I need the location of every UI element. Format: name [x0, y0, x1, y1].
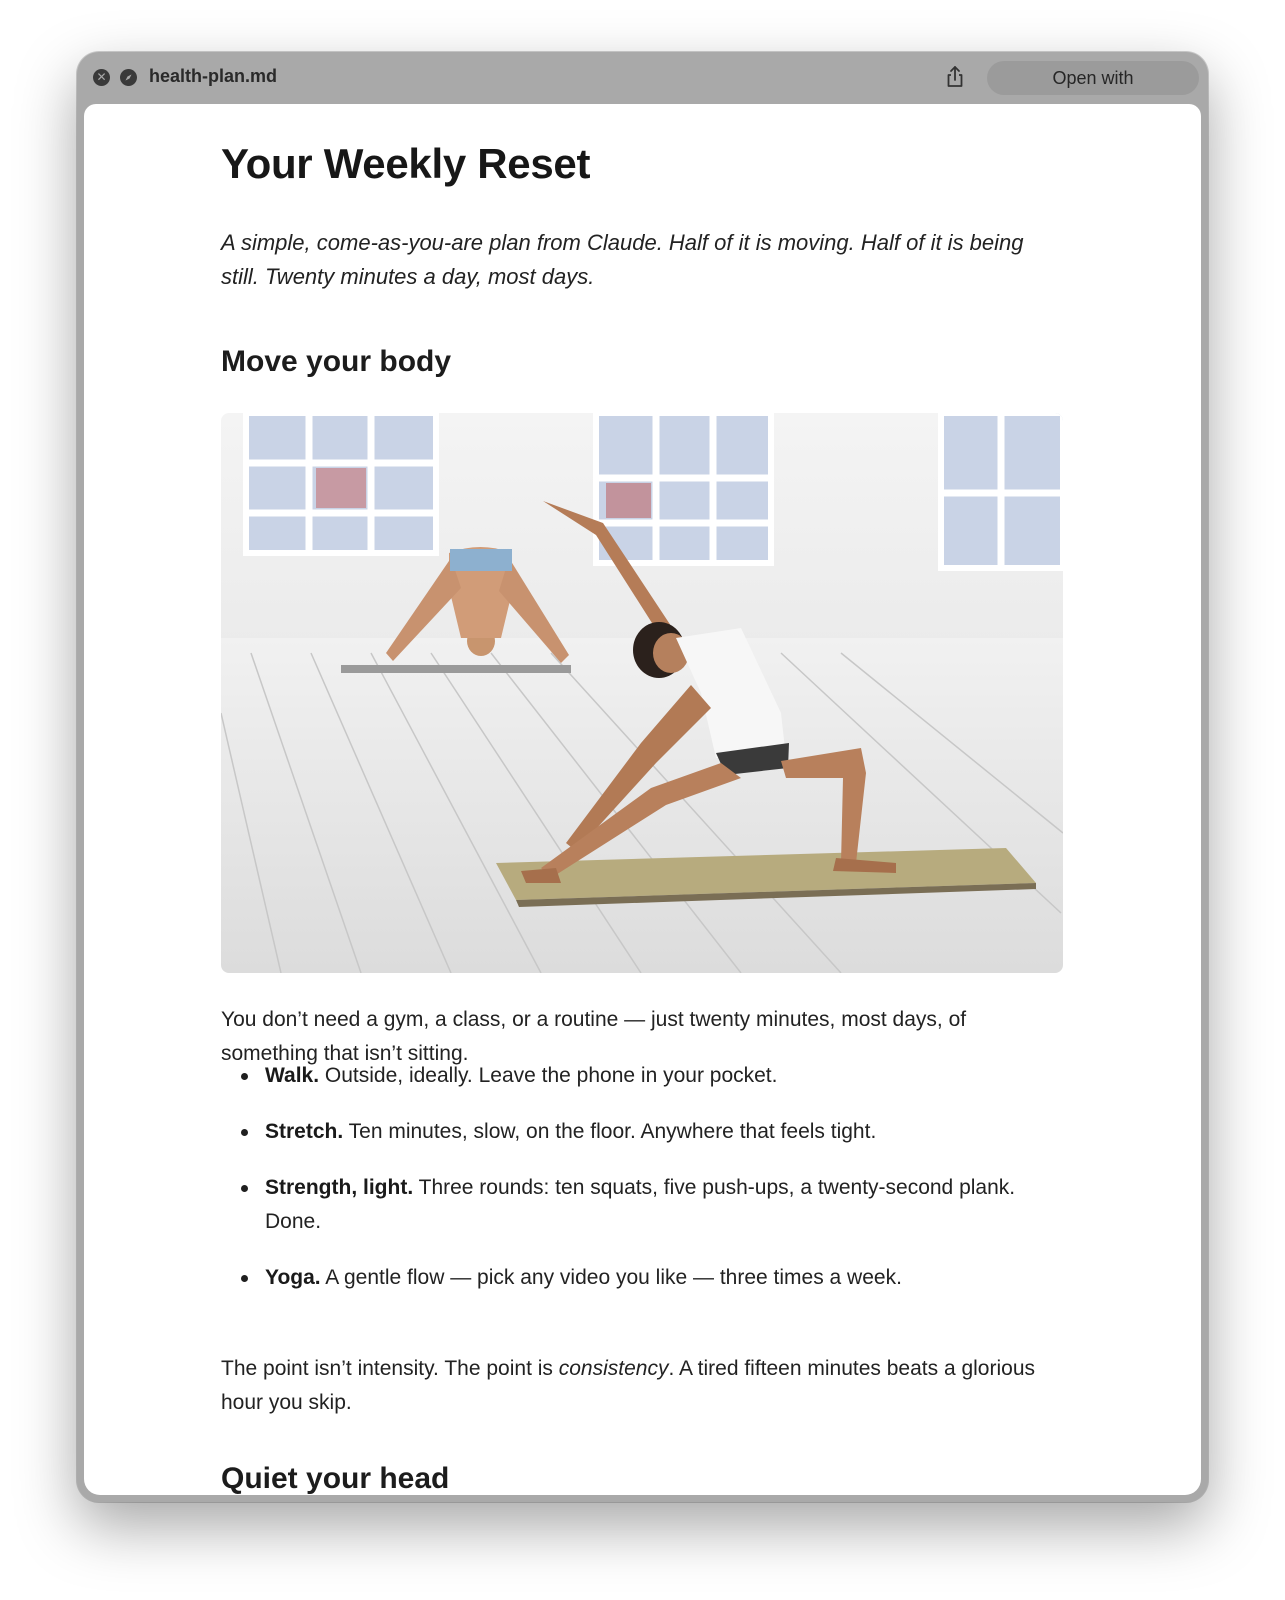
closing-paragraph: [221, 1352, 1063, 1420]
bullet-icon: [241, 1129, 248, 1136]
bullet-icon: [241, 1275, 248, 1282]
closing-text-start: The point isn’t intensity. The point is: [221, 1357, 559, 1380]
list-item-lead: Yoga.: [265, 1266, 321, 1289]
list-item-lead: Stretch.: [265, 1120, 344, 1143]
list-item-text: Outside, ideally. Leave the phone in your pocket.: [319, 1064, 778, 1087]
close-icon[interactable]: ✕: [93, 69, 110, 86]
app-window: [77, 52, 1208, 1502]
compass-icon[interactable]: [120, 69, 137, 86]
section-heading-move: Move your body: [221, 345, 452, 378]
list-item: [265, 1059, 1055, 1093]
page-title: Your Weekly Reset: [221, 140, 591, 187]
closing-emphasis: consistency: [558, 1357, 669, 1380]
list-item-lead: Walk.: [265, 1064, 320, 1087]
yoga-photo-illustration: [221, 413, 1063, 973]
closing-text-end: . A tired fifteen minutes beats a glorious hour you skip.: [221, 1357, 1035, 1414]
intro-paragraph: You don’t need a gym, a class, or a routine — just twenty minutes, most days, of something that isn’t sitting.: [221, 1008, 967, 1065]
open-with-button[interactable]: Open with: [987, 61, 1199, 95]
document-view[interactable]: [84, 104, 1201, 1495]
yoga-photo: [221, 413, 1063, 973]
list-item-lead: Strength, light.: [265, 1176, 414, 1199]
list-item: [265, 1171, 1055, 1239]
list-item-text: Ten minutes, slow, on the floor. Anywhere that feels tight.: [343, 1120, 877, 1143]
list-item-text: A gentle flow — pick any video you like — three times a week.: [320, 1266, 902, 1289]
window-title: health-plan.md: [149, 66, 278, 86]
compass-icon-glyph: [120, 69, 137, 86]
list-item: [265, 1115, 1055, 1149]
share-icon[interactable]: [942, 64, 968, 90]
subtitle: A simple, come-as-you-are plan from Claude. Half of it is moving. Half of it is being still. Twenty minutes a day, most days.: [221, 230, 1024, 289]
bullet-icon: [241, 1185, 248, 1192]
list-item-text: Three rounds: ten squats, five push-ups, a twenty-second plank. Done.: [265, 1176, 1016, 1233]
list-item: [265, 1261, 1055, 1295]
title-bar: [77, 52, 1208, 104]
section-heading-quiet: Quiet your head: [221, 1462, 450, 1495]
bullet-icon: [241, 1073, 248, 1080]
